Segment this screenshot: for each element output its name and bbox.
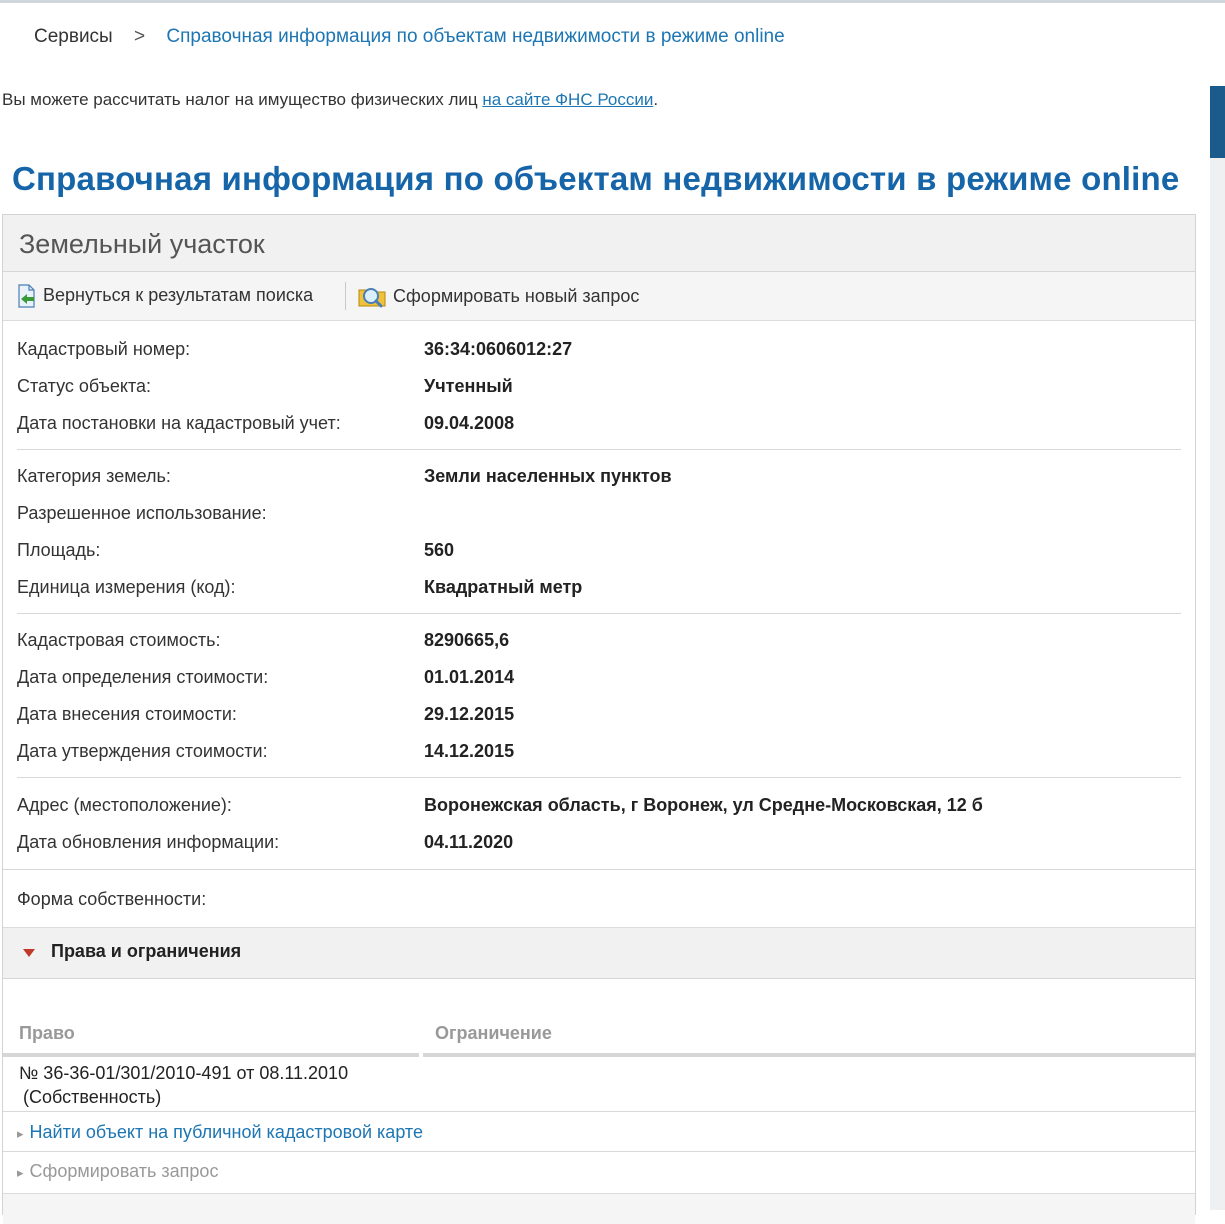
- field-label: Дата обновления информации:: [17, 832, 280, 852]
- field-cadastral-number: [17, 339, 190, 360]
- field-label: Дата определения стоимости:: [17, 667, 269, 687]
- field-land-category: [17, 466, 171, 487]
- field-label: Разрешенное использование:: [17, 503, 267, 523]
- tax-notice-text: Вы можете рассчитать налог на имущество физических лиц: [2, 90, 478, 109]
- field-address: [17, 795, 232, 816]
- field-value-approval-date: [17, 741, 268, 762]
- make-request-label: Сформировать запрос: [29, 1161, 219, 1181]
- field-label: Кадастровая стоимость:: [17, 630, 221, 650]
- new-request-label: Сформировать новый запрос: [393, 285, 640, 306]
- right-record-type: (Собственность): [23, 1087, 162, 1107]
- field-update-date: [17, 832, 279, 853]
- right-record-number: № 36-36-01/301/2010-491 от 08.11.2010: [19, 1063, 349, 1083]
- field-status: [17, 376, 151, 397]
- section-divider: [3, 869, 1195, 870]
- panel-header: [3, 215, 1195, 272]
- rights-section-toggle[interactable]: [3, 927, 1195, 979]
- cadastral-number-value: 36:34:0606012:27: [424, 339, 573, 359]
- cadastral-value-value: 8290665,6: [424, 630, 510, 650]
- toolbar-separator: [345, 282, 346, 310]
- panel-toolbar: [3, 272, 1195, 321]
- field-unit: [17, 577, 236, 598]
- chevron-right-icon: ▸: [17, 1165, 24, 1180]
- column-header-bar: [423, 1053, 1195, 1057]
- field-area: [17, 540, 100, 561]
- address-value: Воронежская область, г Воронеж, ул Средне-Московская, 12 б: [424, 795, 983, 815]
- status-value: Учтенный: [424, 376, 513, 396]
- value-approval-date-value: 14.12.2015: [424, 741, 515, 761]
- update-date-value: 04.11.2020: [424, 832, 514, 852]
- value-determination-date-value: 01.01.2014: [424, 667, 515, 687]
- fns-link[interactable]: на сайте ФНС России: [482, 90, 654, 109]
- new-request-button[interactable]: [357, 284, 639, 308]
- tax-notice-tail: .: [653, 90, 659, 109]
- chevron-right-icon: ▸: [17, 1126, 24, 1141]
- section-divider: [17, 449, 1181, 450]
- breadcrumb-separator: >: [134, 26, 146, 47]
- search-folder-icon: [357, 284, 387, 308]
- back-arrow-icon: [17, 284, 35, 306]
- back-to-results-button[interactable]: [17, 284, 313, 306]
- field-value-determination-date: [17, 667, 268, 688]
- column-header-bar: [3, 1053, 419, 1057]
- panel-title: Земельный участок: [19, 229, 265, 259]
- value-entry-date-value: 29.12.2015: [424, 704, 515, 724]
- breadcrumb-current[interactable]: Справочная информация по объектам недвижимости в режиме online: [166, 26, 785, 47]
- page-title: Справочная информация по объектам недвижимости в режиме online: [12, 160, 1180, 197]
- column-header-restriction: Ограничение: [435, 1023, 552, 1043]
- area-value: 560: [424, 540, 455, 560]
- breadcrumb: [34, 26, 785, 48]
- field-label: Дата внесения стоимости:: [17, 704, 237, 724]
- field-label: Кадастровый номер:: [17, 339, 191, 359]
- field-label: Дата утверждения стоимости:: [17, 741, 268, 761]
- field-label: Дата постановки на кадастровый учет:: [17, 413, 341, 433]
- field-label: Единица измерения (код):: [17, 577, 236, 597]
- bottom-toolbar: [3, 1193, 1195, 1224]
- field-ownership-form: [17, 889, 206, 910]
- back-to-results-label: Вернуться к результатам поиска: [43, 284, 314, 305]
- field-cadastral-value: [17, 630, 221, 651]
- field-label: Адрес (местоположение):: [17, 795, 232, 815]
- section-divider: [3, 1151, 1195, 1152]
- land-category-value: Земли населенных пунктов: [424, 466, 672, 486]
- tax-notice: [2, 90, 658, 110]
- section-divider: [17, 777, 1181, 778]
- unit-value: Квадратный метр: [424, 577, 583, 597]
- object-panel: [2, 214, 1196, 1215]
- scrollbar-track[interactable]: [1210, 158, 1225, 1210]
- field-label: Статус объекта:: [17, 376, 152, 396]
- field-value-entry-date: [17, 704, 237, 725]
- top-border: [0, 0, 1225, 3]
- scrollbar-thumb[interactable]: [1210, 86, 1225, 158]
- field-label: Категория земель:: [17, 466, 171, 486]
- registration-date-value: 09.04.2008: [424, 413, 515, 433]
- field-registration-date: [17, 413, 341, 434]
- field-permitted-use: [17, 503, 267, 524]
- column-header-right: Право: [19, 1023, 75, 1043]
- find-on-map-link[interactable]: [17, 1122, 423, 1143]
- collapse-triangle-icon: [23, 949, 35, 957]
- section-divider: [3, 1111, 1195, 1112]
- breadcrumb-root[interactable]: Сервисы: [34, 26, 113, 47]
- find-on-map-label: Найти объект на публичной кадастровой карте: [29, 1122, 423, 1142]
- rights-section-title: Права и ограничения: [51, 941, 242, 961]
- section-divider: [17, 613, 1181, 614]
- field-label: Площадь:: [17, 540, 101, 560]
- make-request-link[interactable]: [17, 1161, 218, 1182]
- field-label: Форма собственности:: [17, 889, 207, 909]
